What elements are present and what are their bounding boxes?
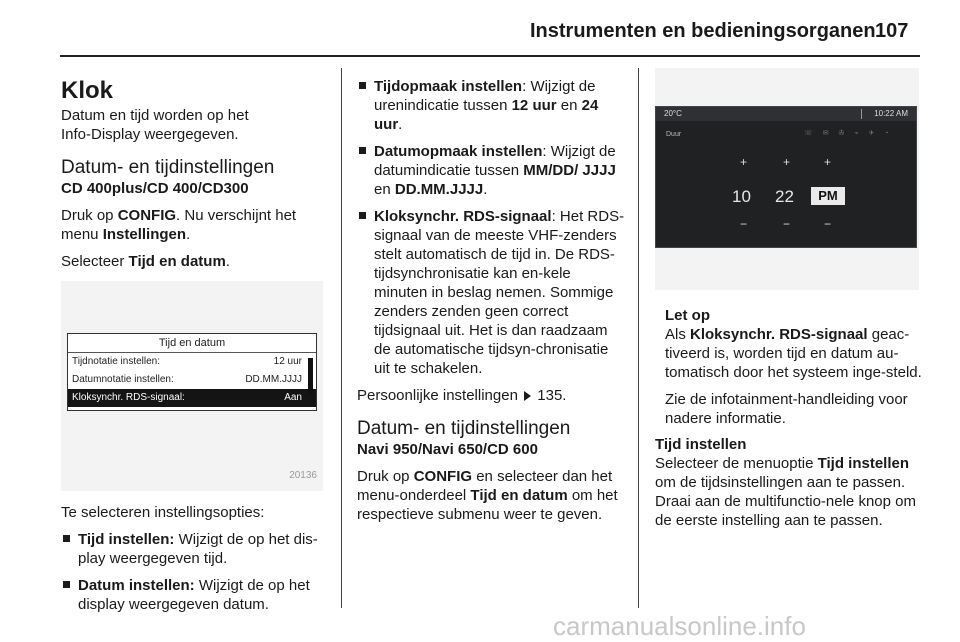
screen-title: Tijd en datum [68,334,316,353]
column-3 [655,68,923,538]
note-box [655,306,923,428]
model-label: CD 400plus/CD 400/CD300 [61,180,249,197]
header-rule [60,55,920,57]
list-item: Kloksynchr. RDS-signaal: Het RDS-signaal van de meeste VHF-zenders stelt automatisch de tijd in. De RDS-tijdsynchronisatie kan en-kele minuten in beslag nemen. Sommige zenders zenden geen correct tijdsignaal uit. Het is dan raadzaam de automatische tijdsyn-chronisatie uit te schakelen. [357,207,627,378]
paragraph-personal-settings: Persoonlijke instellingen 135. [357,387,567,404]
list-item: Tijd instellen: Wijzigt de op het dis-play weergegeven tijd. [61,530,329,568]
column-divider-1 [341,68,342,608]
subheading-set-time: Tijd instellen [655,436,747,453]
ampm-value: PM [811,187,845,205]
screen-tijd-en-datum [67,333,317,411]
paragraph-config: Druk op CONFIG. Nu verschijnt het menu Instellingen. [61,207,297,243]
screen-scrollbar [308,358,313,394]
screen-clock-setting [655,106,917,248]
minute-increase-icon: + [783,155,791,169]
hour-value: 10 [732,187,751,206]
list-item: Datumopmaak instellen: Wijzigt de datumindicatie tussen MM/DD/ JJJJ en DD.MM.JJJJ. [357,142,627,199]
subheading-datetime-navi: Datum- en tijdinstellingen [357,418,571,439]
chapter-title: Instrumenten en bedieningsorganen [530,20,876,42]
options-list-continued [357,77,627,378]
paragraph-set-time: Selecteer de menuoptie Tijd instellen om de tijdsinstellingen aan te passen. Draai aan de multifunctio-nele knop om de eerste instelling aan te passen. [655,455,916,529]
minute-decrease-icon: − [783,217,791,231]
section-heading-klok: Klok [61,77,114,104]
paragraph-select: Selecteer Tijd en datum. [61,253,230,270]
options-list [61,530,329,614]
model-label-navi: Navi 950/Navi 650/CD 600 [357,441,538,458]
figure-clock-setting [655,68,919,290]
page-header [0,0,960,62]
paragraph-config-navi: Druk op CONFIG en selecteer dan het menu-onderdeel Tijd en datum om het respectieve submenu weer te geven. [357,468,618,523]
screen-row-rds-sync: Kloksynchr. RDS-signaal: Aan [68,389,316,407]
note-text: Als Kloksynchr. RDS-signaal geac-tiveerd is, worden tijd en datum au-tomatisch door het systeem inge-steld. [665,326,922,381]
column-divider-2 [638,68,639,608]
intro-text: Datum en tijd worden op het Info-Display weergegeven. [61,107,249,143]
screen-status-bar [656,107,916,121]
ampm-increase-icon: + [824,155,832,169]
column-1 [61,72,329,622]
figure-tijd-en-datum [61,281,323,491]
list-item: Tijdopmaak instellen: Wijzigt de urenindicatie tussen 12 uur en 24 uur. [357,77,627,134]
figure-number: 20136 [289,470,317,481]
status-icons: ☏ ✉ ✇ ⌁ ✈ ◔ [804,130,893,137]
ampm-decrease-icon: − [824,217,832,231]
hour-decrease-icon: − [740,217,748,231]
column-2 [357,77,627,532]
watermark: carmanualsonline.info [553,611,806,641]
screen-label: Duur [666,131,682,138]
screen-row-time-format: Tijdnotatie instellen: 12 uur [72,356,302,367]
temperature-readout: 20°C [664,109,682,118]
list-item: Datum instellen: Wijzigt de op het display weergegeven datum. [61,576,329,614]
options-intro: Te selecteren instellingsopties: [61,504,265,521]
note-title: Let op [665,307,710,324]
note-reference: Zie de infotainment-handleiding voor nadere informatie. [665,391,908,427]
subheading-datetime: Datum- en tijdinstellingen [61,157,275,178]
hour-increase-icon: + [740,155,748,169]
page-reference-arrow-icon [524,391,531,401]
clock-readout: 10:22 AM [874,109,908,118]
minute-value: 22 [775,187,794,206]
screen-row-date-format: Datumnotatie instellen: DD.MM.JJJJ [72,374,302,385]
page-number: 107 [875,20,909,42]
